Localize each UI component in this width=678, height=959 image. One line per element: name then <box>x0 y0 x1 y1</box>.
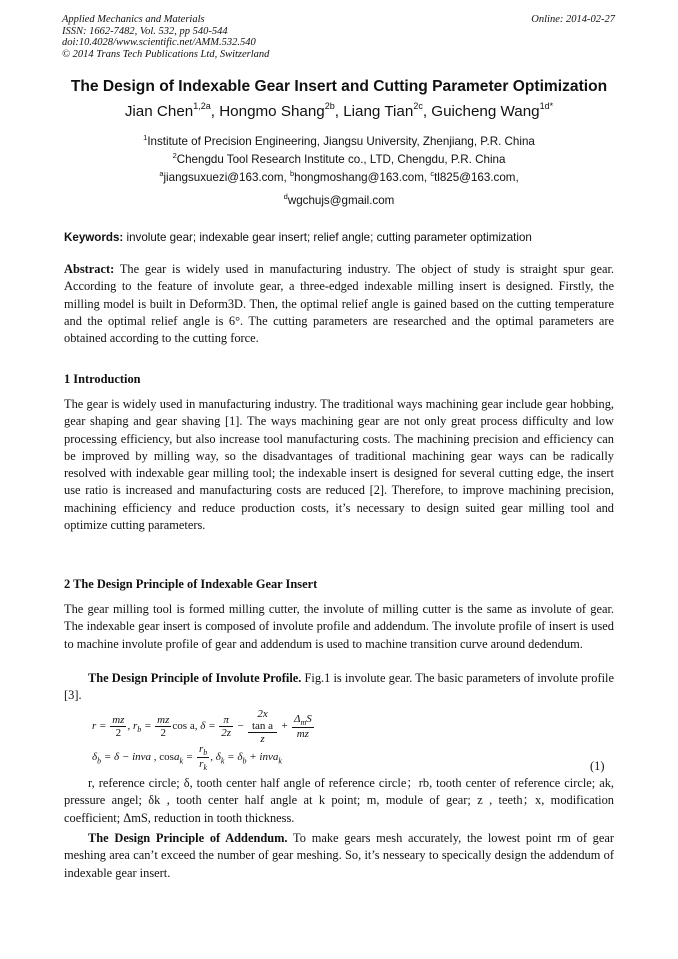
abstract-label: Abstract: <box>64 262 115 276</box>
author-name: Jian Chen <box>124 103 194 120</box>
author-affiliation-mark: 2c <box>413 101 423 111</box>
equation-line-2: $\delta_b = \delta$ − inva , cosa$_k$ = $\frac{r_b}{r_k}$ , $\delta_k = \delta_b$ + inva$_k$ <box>92 743 282 773</box>
abstract-text: The gear is widely used in manufacturing industry. The object of study is straight spur gear. According to the feature of involute gear, a three-edged indexable milling insert is designed. Firstly, the milling model is built in Deform3D. Then, the optimal relief angle is gained based on the cutting temperature and the optimal relief angle is 6°. The cutting parameters are researched and the optimal parameters are obtained according to the cutting force. <box>64 262 614 346</box>
affiliation-2 <box>0 153 678 166</box>
email-line-2 <box>0 194 678 207</box>
keywords-label: Keywords: <box>64 231 124 244</box>
author-affiliation-mark: 2b <box>324 101 335 111</box>
journal-header <box>62 14 269 60</box>
author-name: Guicheng Wang <box>431 103 540 120</box>
introduction-paragraph: The gear is widely used in manufacturing industry. The traditional ways machining gear include gear hobbing, gear shaping and gear shaving [1]. The ways machining gear are not only great process difficulty and low processing efficiency, but also increase tool manufacturing costs. The machining precision and efficiency can be improved by milling way, so the disadvantages of traditional machining gear ways can be radically resolved with indexable gear milling tool; the indexable insert is designed for several cutting edge, the insert use ratio is increased and manufacturing costs are reduced [2]. Therefore, to improve machining precision, machining efficiency and reduce production costs, it’s necessary to design suited gear milling tool and optimize cutting parameters. <box>64 397 614 533</box>
email-mark: c <box>430 169 435 178</box>
affiliation-text: Institute of Precision Engineering, Jiangsu University, Zhenjiang, P.R. China <box>147 135 535 148</box>
author-affiliation-mark: 1d* <box>539 101 554 111</box>
subsection-text: Fig.1 is involute gear. The basic parameters of involute profile [3]. <box>64 671 615 703</box>
email-address[interactable]: hongmoshang@163.com, <box>294 171 431 184</box>
issn-line: ISSN: 1662-7482, Vol. 532, pp 540-544 <box>62 25 228 37</box>
subsection-label: The Design Principle of Addendum. <box>88 831 288 845</box>
equation-line-1: r = $\frac{mz}{2}$ , $r_b$ = $\frac{mz}{2}$ cos a, δ = $\frac{\pi}{2z}$ − 2x tan a z + $\frac{\Delta_mS}{mz}$ <box>92 708 312 745</box>
email-mark: a <box>159 169 164 178</box>
online-date: Online: 2014-02-27 <box>531 14 615 25</box>
email-address[interactable]: tl825@163.com, <box>434 171 519 184</box>
author-name: Hongmo Shang <box>219 103 325 120</box>
affiliation-text: Chengdu Tool Research Institute co., LTD, Chengdu, P.R. China <box>176 153 506 166</box>
affiliation-1 <box>0 135 678 148</box>
email-line-1 <box>0 171 678 184</box>
variables-paragraph: r, reference circle; δ, tooth center half angle of reference circle；rb, tooth center of reference circle; ak, pressure angel; δk , tooth center half angle at k point; m, module of gear; z , teeth；x, modification coefficient; ΔmS, reduction in tooth thickness. <box>64 776 614 825</box>
paper-title: The Design of Indexable Gear Insert and Cutting Parameter Optimization <box>70 78 608 95</box>
email-address[interactable]: jiangsuxuezi@163.com, <box>163 171 290 184</box>
author-list: Jian Chen$^{1,2a}$, Hongmo Shang$^{2b}$, Liang Tian$^{2c}$, Guicheng Wang$^{1d*}$ <box>124 101 554 120</box>
keywords-text: involute gear; indexable gear insert; relief angle; cutting parameter optimization <box>123 231 532 244</box>
copyright-line: © 2014 Trans Tech Publications Ltd, Switzerland <box>62 48 270 60</box>
email-address[interactable]: wgchujs@gmail.com <box>287 194 395 207</box>
affiliation-mark: 2 <box>172 151 177 160</box>
subsection-text: To make gears mesh accurately, the lowest point rm of gear meshing area can’t exceed the number of gear meshing. So, it’s nesseary to specically design the addendum of indexable gear insert. <box>64 831 615 880</box>
subsection-label: The Design Principle of Involute Profile. <box>88 671 302 685</box>
doi-line: doi:10.4028/www.scientific.net/AMM.532.540 <box>62 37 256 48</box>
equation-number: (1) <box>590 759 605 773</box>
involute-profile-paragraph <box>64 670 614 705</box>
affiliation-mark: 1 <box>143 133 148 142</box>
design-principle-paragraph: The gear milling tool is formed milling cutter, the involute of milling cutter is the same as involute of gear. The indexable gear insert is composed of involute profile and addendum. The involute profile of insert is used to machine involute profile of gear and addendum is used to machine transition curve around dedendum. <box>64 602 614 651</box>
email-mark: b <box>289 169 295 178</box>
addendum-paragraph <box>64 830 614 882</box>
journal-name: Applied Mechanics and Materials <box>62 14 205 25</box>
section-heading: 1 Introduction <box>64 372 141 386</box>
author-name: Liang Tian <box>343 103 414 120</box>
keywords <box>64 231 614 244</box>
section-heading: 2 The Design Principle of Indexable Gear Insert <box>64 577 318 591</box>
author-affiliation-mark: 1,2a <box>193 101 211 111</box>
email-mark: d <box>283 192 288 201</box>
abstract <box>64 261 614 347</box>
